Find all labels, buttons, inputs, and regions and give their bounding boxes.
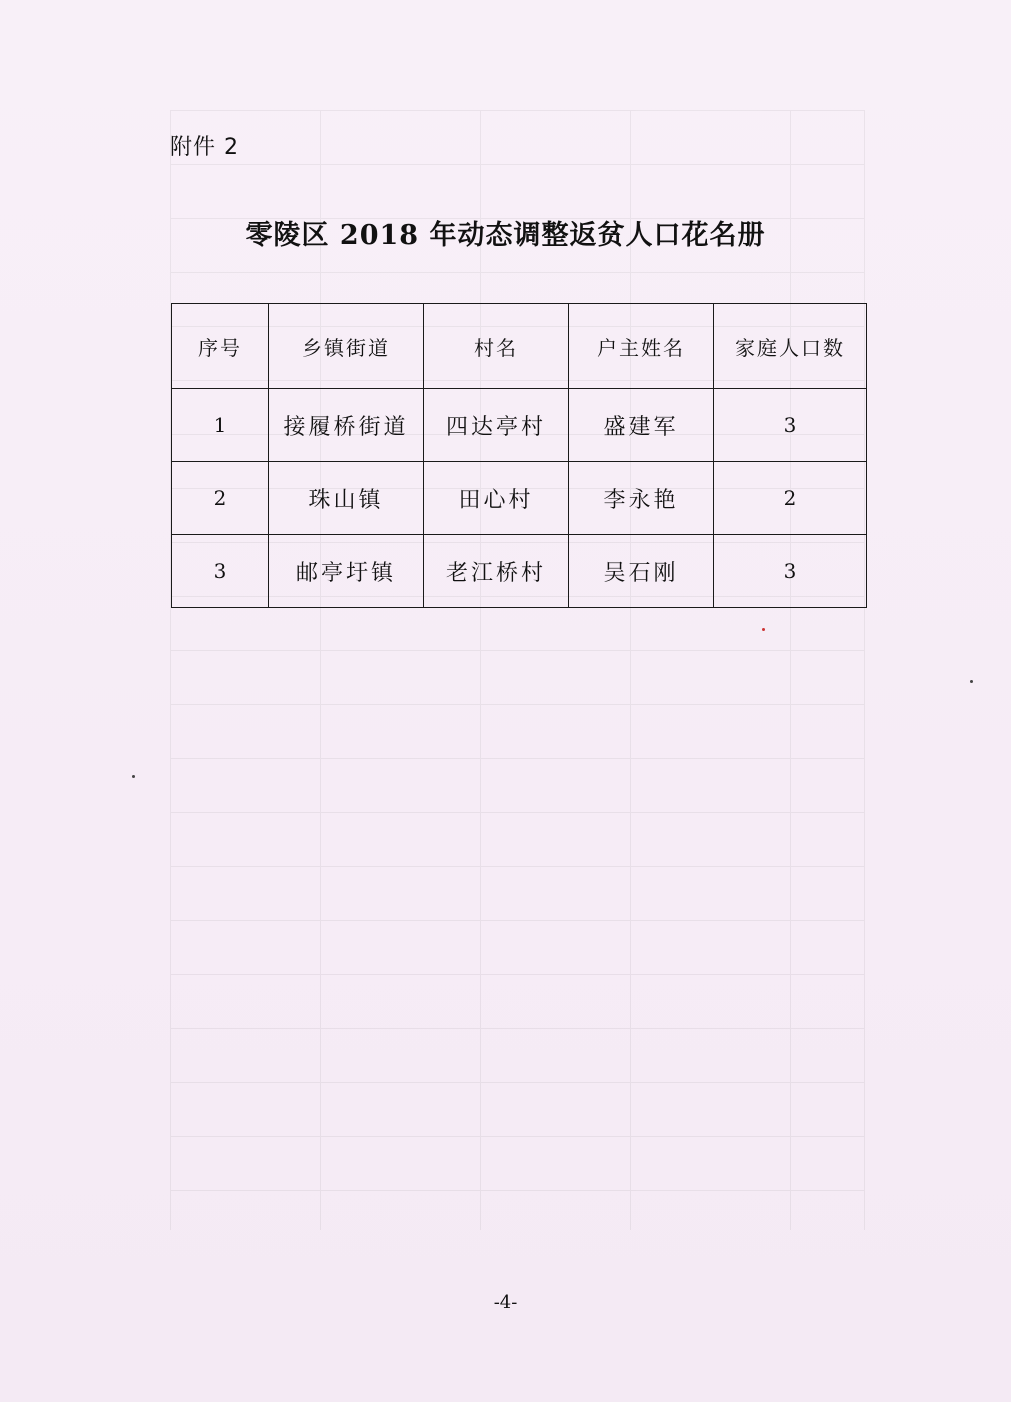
paper-speck xyxy=(762,628,765,631)
header-township: 乡镇街道 xyxy=(269,304,424,389)
cell-serial: 2 xyxy=(172,462,269,535)
header-serial: 序号 xyxy=(172,304,269,389)
cell-village: 田心村 xyxy=(424,462,569,535)
table-row xyxy=(172,535,867,608)
cell-serial: 3 xyxy=(172,535,269,608)
cell-family-size: 3 xyxy=(714,535,867,608)
cell-village: 四达亭村 xyxy=(424,389,569,462)
cell-family-size: 2 xyxy=(714,462,867,535)
header-village: 村名 xyxy=(424,304,569,389)
roster-table xyxy=(171,303,867,608)
paper-speck xyxy=(970,680,973,683)
table-header-row xyxy=(172,304,867,389)
cell-township: 邮亭圩镇 xyxy=(269,535,424,608)
header-householder: 户主姓名 xyxy=(569,304,714,389)
page-number: -4- xyxy=(493,1292,518,1313)
cell-township: 接履桥街道 xyxy=(269,389,424,462)
paper-speck xyxy=(132,775,135,778)
cell-householder: 李永艳 xyxy=(569,462,714,535)
cell-village: 老江桥村 xyxy=(424,535,569,608)
attachment-label: 附件 2 xyxy=(170,135,239,160)
cell-serial: 1 xyxy=(172,389,269,462)
cell-householder: 盛建军 xyxy=(569,389,714,462)
cell-township: 珠山镇 xyxy=(269,462,424,535)
bleed-through-background xyxy=(170,110,864,1230)
cell-family-size: 3 xyxy=(714,389,867,462)
header-family-size: 家庭人口数 xyxy=(714,304,867,389)
document-title: 零陵区 2018 年动态调整返贫人口花名册 xyxy=(245,220,766,251)
cell-householder: 吴石刚 xyxy=(569,535,714,608)
table-row xyxy=(172,389,867,462)
table-row xyxy=(172,462,867,535)
